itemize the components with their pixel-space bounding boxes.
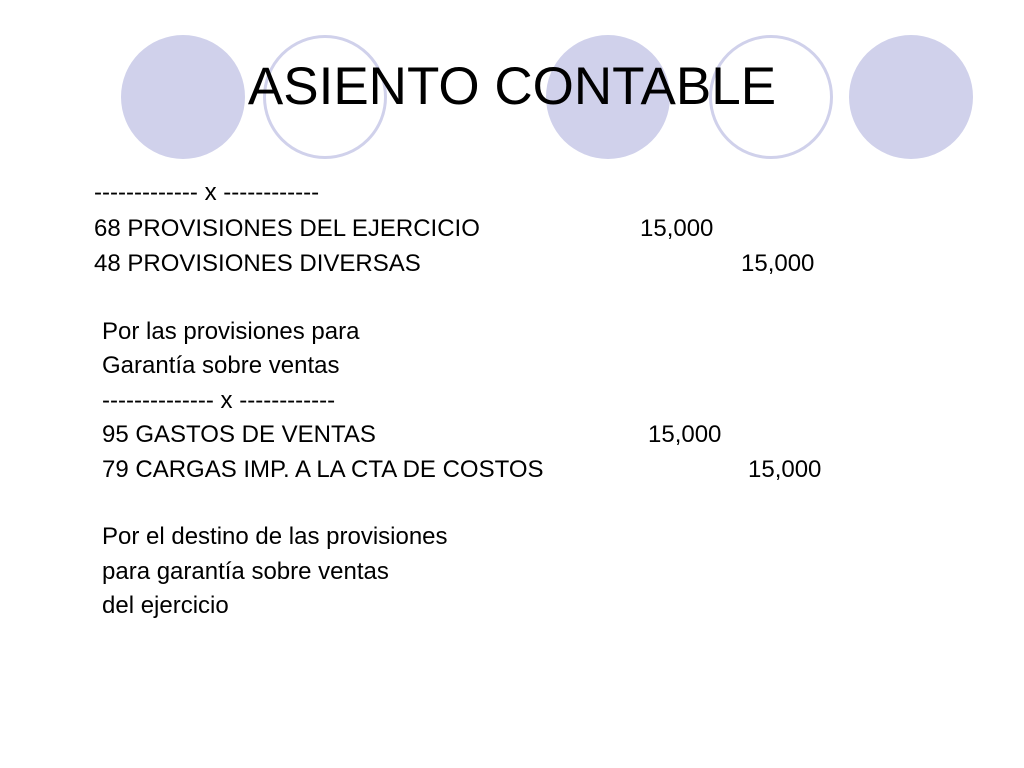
credit-account: 79 CARGAS IMP. A LA CTA DE COSTOS — [102, 456, 544, 483]
entry-separator: -------------- x ------------ — [102, 387, 336, 414]
slide-title: ASIENTO CONTABLE — [247, 57, 777, 116]
debit-account: 68 PROVISIONES DEL EJERCICIO — [94, 215, 480, 242]
entry-separator: ------------- x ------------ — [94, 179, 320, 206]
entry-gloss: del ejercicio — [102, 592, 229, 619]
credit-amount: 15,000 — [748, 456, 822, 483]
entry-gloss: para garantía sobre ventas — [102, 558, 389, 585]
debit-amount: 15,000 — [648, 421, 722, 448]
entry-gloss: Por las provisiones para — [102, 318, 360, 345]
credit-account: 48 PROVISIONES DIVERSAS — [94, 250, 421, 277]
entry-gloss: Garantía sobre ventas — [102, 352, 340, 379]
credit-amount: 15,000 — [741, 250, 815, 277]
debit-amount: 15,000 — [640, 215, 714, 242]
debit-account: 95 GASTOS DE VENTAS — [102, 421, 376, 448]
entry-gloss: Por el destino de las provisiones — [102, 523, 448, 550]
